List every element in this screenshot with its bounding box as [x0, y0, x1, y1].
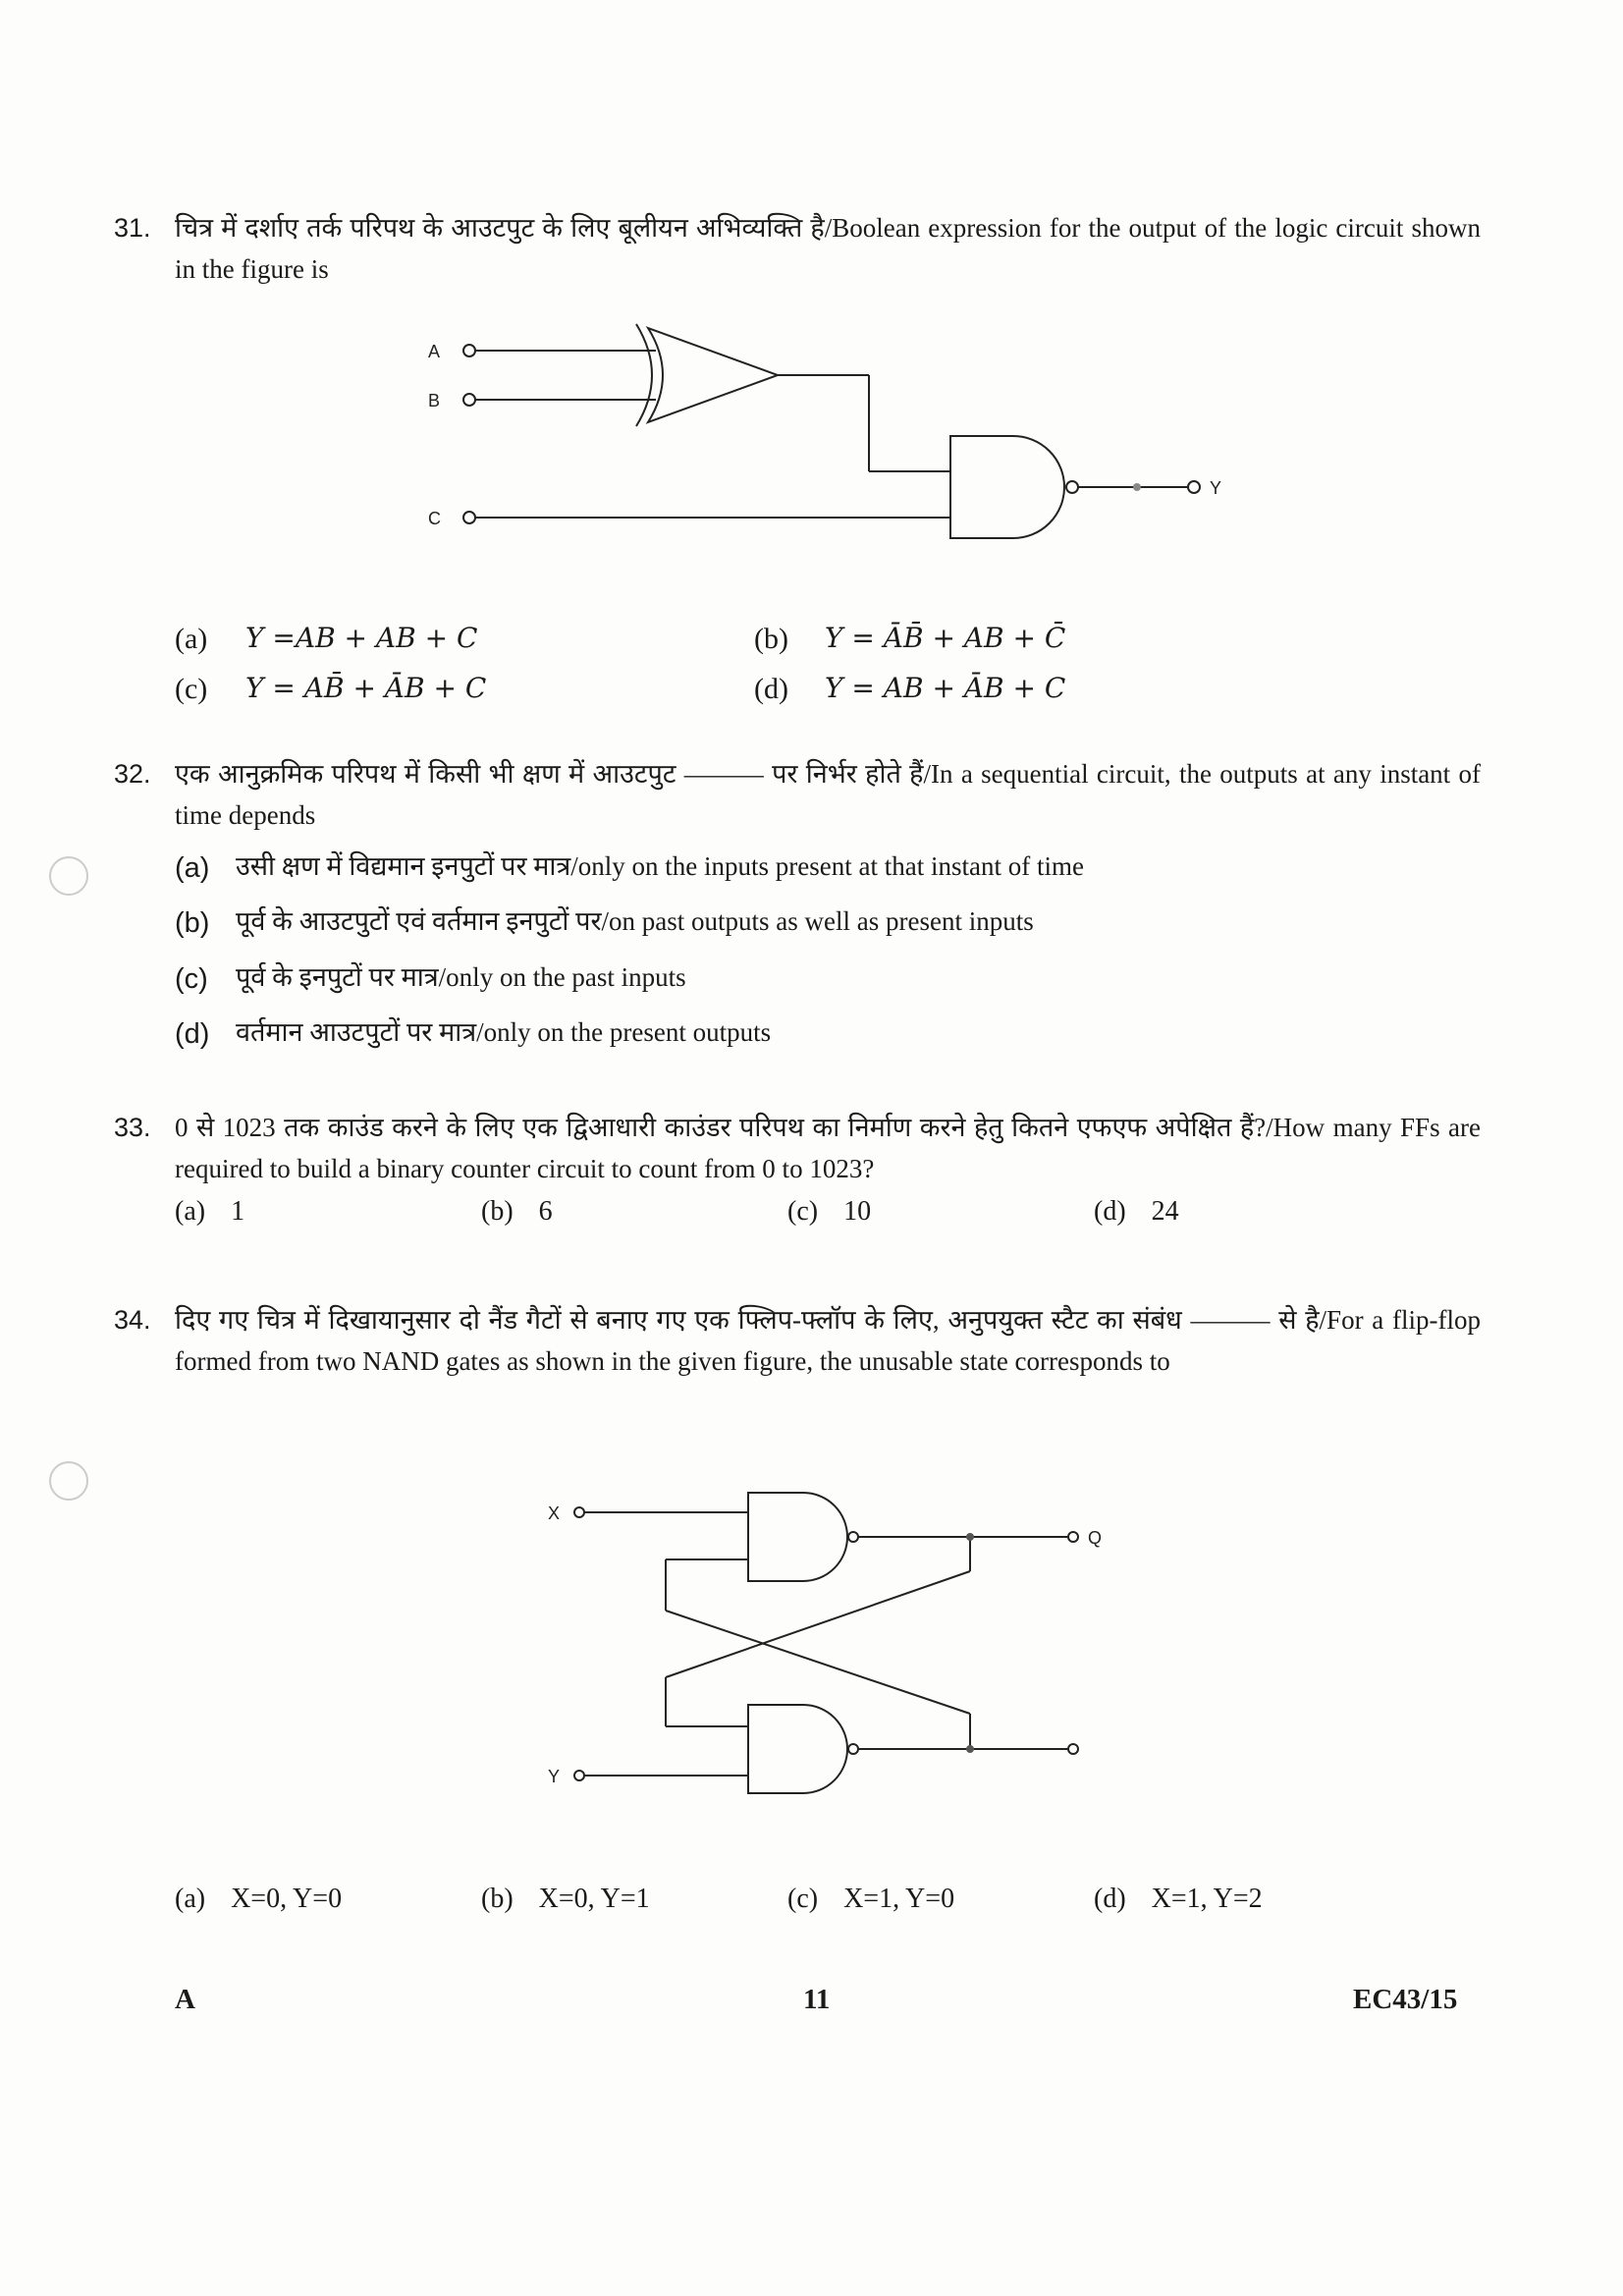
option-text: Y = AB + ĀB + C	[825, 671, 1066, 704]
footer-page-number: 11	[803, 1984, 831, 2015]
xor-gate-back-curve	[636, 324, 652, 426]
label-a: A	[428, 342, 441, 361]
option-text: X=0, Y=1	[538, 1884, 650, 1914]
question-33	[114, 1108, 1481, 1232]
option-a[interactable]: (a) 1	[175, 1190, 481, 1232]
option-d[interactable]: (d) 24	[1094, 1190, 1400, 1232]
option-text: पूर्व के आउटपुटों एवं वर्तमान इनपुटों पर/on past outputs as well as present inputs	[236, 906, 1034, 937]
nand-gate-top	[748, 1493, 847, 1581]
label-q: Q	[1088, 1528, 1103, 1548]
label-c: C	[428, 509, 441, 528]
question-stem: 0 से 1023 तक काउंड करने के लिए एक द्विआधारी काउंडर परिपथ का निर्माण करने हेतु कितने एफएफ अपेक्षित हैं?/How many FFs are required to build a binary counter circuit to count from 0 to 1023?	[175, 1113, 1481, 1183]
question-34	[114, 1300, 1481, 1383]
option-text: उसी क्षण में विद्यमान इनपुटों पर मात्र/only on the inputs present at that instant of time	[236, 850, 1084, 881]
inversion-bubble	[1066, 481, 1078, 493]
question-stem: चित्र में दर्शाए तर्क परिपथ के आउटपुट के लिए बूलीयन अभिव्यक्ति है/Boolean expression for the output of the logic circuit shown in the figure is	[175, 213, 1481, 284]
option-d[interactable]: (d) X=1, Y=2	[1094, 1878, 1400, 1920]
option-text: 6	[538, 1195, 553, 1227]
option-a[interactable]: (a) Y =AB + AB + C	[175, 617, 754, 663]
option-c[interactable]: (c) पूर्व के इनपुटों पर मात्र/only on the past inputs	[175, 952, 1481, 1008]
footer-booklet-series: A	[175, 1984, 195, 2015]
option-d[interactable]: (d) वर्तमान आउटपुटों पर मात्र/only on the present outputs	[175, 1007, 1481, 1063]
option-text: X=0, Y=0	[231, 1884, 343, 1914]
xor-gate	[648, 328, 778, 422]
option-c[interactable]: (c) Y = AB̄ + ĀB + C	[175, 667, 754, 713]
terminal-c	[463, 512, 475, 523]
question-number: 34.	[114, 1305, 151, 1335]
question-stem: दिए गए चित्र में दिखायानुसार दो नैंड गैटों से बनाए गए एक फ्लिप-फ्लॉप के लिए, अनुपयुक्त स्टैट का संबंध ——— से है/For a flip-flop formed from two NAND gates as shown in the given figure, the unusable state corresponds to	[175, 1305, 1481, 1376]
option-text: पूर्व के इनपुटों पर मात्र/only on the past inputs	[236, 961, 686, 992]
option-c[interactable]: (c) 10	[787, 1190, 1094, 1232]
option-text: X=1, Y=0	[843, 1884, 955, 1914]
option-text: 10	[843, 1195, 872, 1227]
terminal-a	[463, 345, 475, 356]
logic-circuit-diagram	[412, 316, 1296, 542]
punch-hole-bottom	[49, 1461, 88, 1501]
footer-paper-code: EC43/15	[1353, 1984, 1458, 2015]
option-a[interactable]: (a) X=0, Y=0	[175, 1878, 481, 1920]
option-b[interactable]: (b) पूर्व के आउटपुटों एवं वर्तमान इनपुटों पर/on past outputs as well as present inputs	[175, 896, 1481, 952]
label-b: B	[428, 391, 441, 410]
terminal-y	[574, 1771, 584, 1780]
option-c[interactable]: (c) X=1, Y=0	[787, 1878, 1094, 1920]
option-d[interactable]: (d) Y = AB + ĀB + C	[754, 667, 1333, 713]
nand-gate-bottom	[748, 1705, 847, 1793]
option-b[interactable]: (b) Y = ĀB̄ + AB + C̄	[754, 617, 1333, 663]
terminal-x	[574, 1507, 584, 1517]
label-y: Y	[548, 1767, 561, 1786]
question-stem: एक आनुक्रमिक परिपथ में किसी भी क्षण में आउटपुट ——— पर निर्भर होते हैं/In a sequential circuit, the outputs at any instant of time depends	[175, 759, 1481, 830]
question-number: 31.	[114, 213, 151, 243]
question-number: 33.	[114, 1113, 151, 1142]
terminal-b	[463, 394, 475, 406]
option-b[interactable]: (b) X=0, Y=1	[481, 1878, 787, 1920]
label-x: X	[548, 1503, 561, 1523]
option-a[interactable]: (a) उसी क्षण में विद्यमान इनपुटों पर मात्र/only on the inputs present at that instant of time	[175, 841, 1481, 897]
inversion-bubble-bottom	[848, 1744, 858, 1754]
question-34-options	[175, 1878, 1481, 1920]
option-text: Y = AB̄ + ĀB + C	[245, 671, 487, 704]
option-text: 1	[231, 1195, 245, 1227]
nand-gate	[950, 436, 1064, 538]
question-number: 32.	[114, 759, 151, 789]
nand-flip-flop-diagram	[530, 1473, 1139, 1827]
option-text: Y =AB + AB + C	[245, 622, 478, 654]
terminal-q	[1068, 1532, 1078, 1542]
option-text: वर्तमान आउटपुटों पर मात्र/only on the present outputs	[236, 1017, 772, 1048]
option-b[interactable]: (b) 6	[481, 1190, 787, 1232]
question-31-options	[175, 607, 1481, 712]
question-31	[114, 208, 1481, 291]
punch-hole-top	[49, 856, 88, 896]
option-text: X=1, Y=2	[1151, 1884, 1263, 1914]
terminal-q-bar	[1068, 1744, 1078, 1754]
option-text: Y = ĀB̄ + AB + C̄	[825, 622, 1066, 654]
label-y: Y	[1210, 478, 1222, 498]
inversion-bubble-top	[848, 1532, 858, 1542]
terminal-y	[1188, 481, 1200, 493]
question-32	[114, 754, 1481, 1063]
option-text: 24	[1151, 1195, 1179, 1227]
